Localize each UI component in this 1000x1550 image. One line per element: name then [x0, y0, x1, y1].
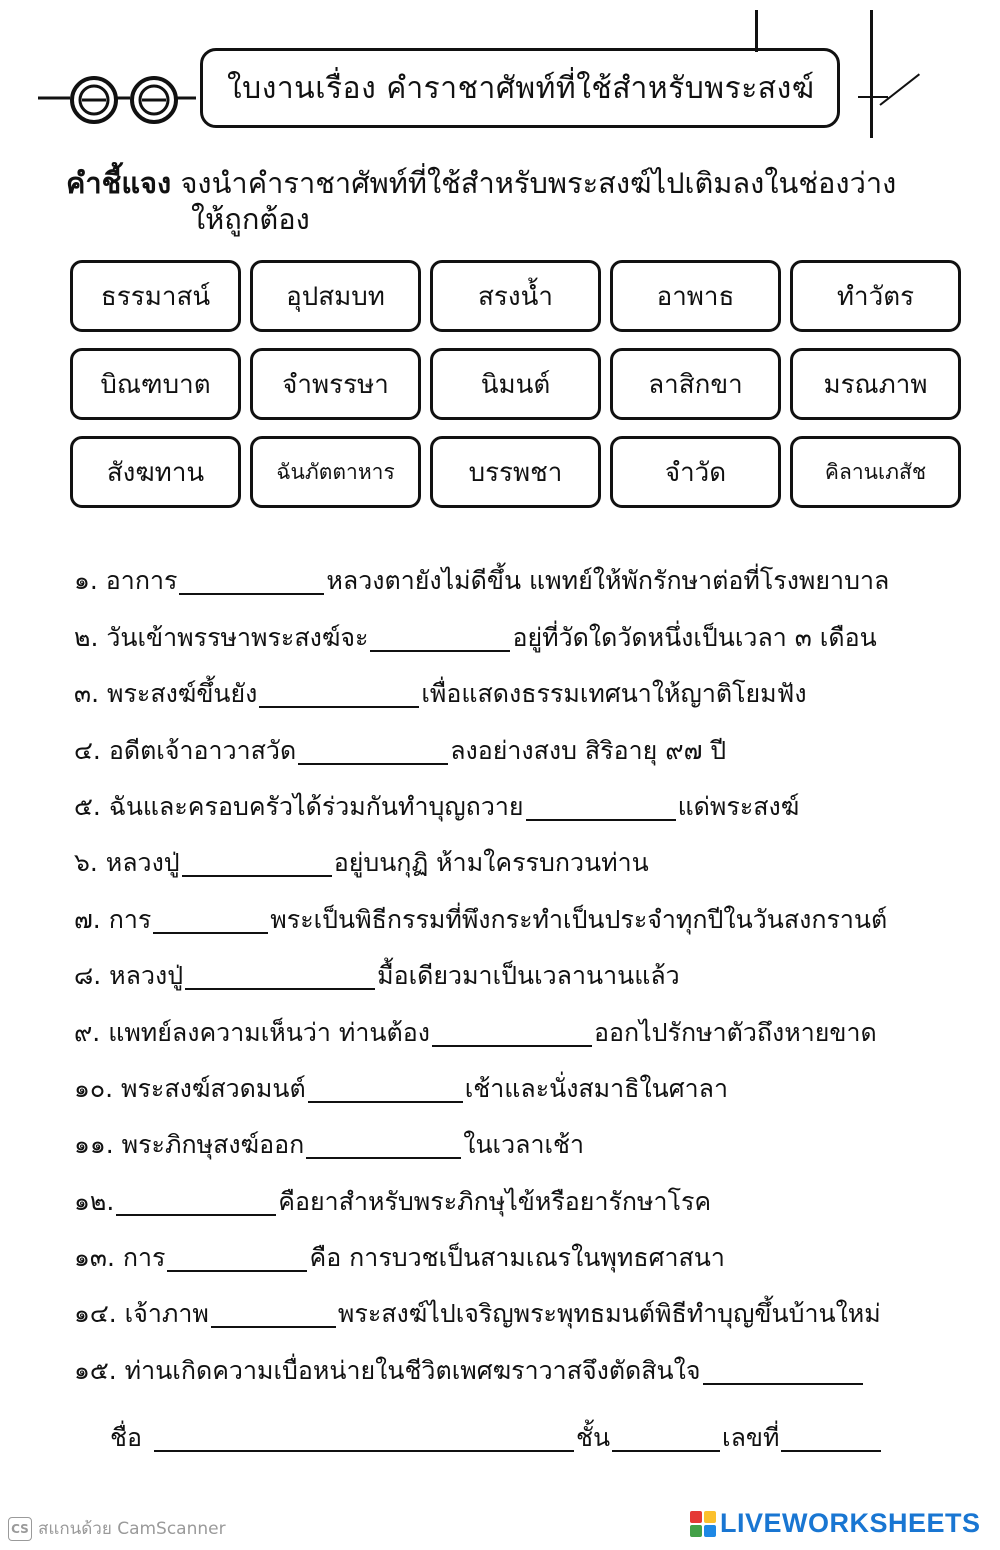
question-text-before: ๕. ฉันและครอบครัวได้ร่วมกันทำบุญถวาย	[74, 791, 524, 821]
glasses-icon	[38, 68, 198, 132]
question-row	[74, 1165, 994, 1221]
camscanner-text: สแกนด้วย CamScanner	[38, 1519, 226, 1539]
answer-blank[interactable]	[370, 649, 510, 652]
word-bank-item[interactable]: ธรรมาสน์	[70, 260, 241, 332]
liveworksheets-text: LIVEWORKSHEETS	[720, 1508, 981, 1538]
class-field[interactable]	[612, 1450, 720, 1452]
question-text-before: ๑. อาการ	[74, 566, 178, 596]
question-row	[74, 545, 994, 601]
question-text-after: ในเวลาเช้า	[463, 1130, 585, 1160]
question-text-after: อยู่บนกุฏิ ห้ามใครรบกวนท่าน	[333, 848, 649, 878]
name-label: ชื่อ	[110, 1423, 142, 1452]
question-text-after: อยู่ที่วัดใดวัดหนึ่งเป็นเวลา ๓ เดือน	[512, 622, 877, 652]
question-text-before: ๔. อดีตเจ้าอาวาสวัด	[74, 735, 297, 765]
decor-line-diag	[879, 73, 920, 105]
question-text-after: ลงอย่างสงบ สิริอายุ ๙๗ ปี	[450, 735, 727, 765]
question-text-before: ๑๕. ท่านเกิดความเบื่อหน่ายในชีวิตเพศฆราวาสจึงตัดสินใจ	[74, 1355, 701, 1385]
question-row	[74, 1278, 994, 1334]
question-text-before: ๓. พระสงฆ์ขึ้นยัง	[74, 679, 258, 709]
word-bank-item[interactable]: คิลานเภสัช	[790, 436, 961, 508]
question-text-after: คือยาสำหรับพระภิกษุไข้หรือยารักษาโรค	[278, 1186, 712, 1216]
instruction-label: คำชี้แจง	[66, 166, 172, 200]
word-bank-item[interactable]: มรณภาพ	[790, 348, 961, 420]
question-row	[74, 883, 994, 939]
word-bank-item[interactable]: สังฆทาน	[70, 436, 241, 508]
answer-blank[interactable]	[703, 1382, 863, 1385]
question-row	[74, 714, 994, 770]
instruction-line2: ให้ถูกต้อง	[191, 202, 310, 236]
camscanner-watermark	[8, 1515, 226, 1542]
number-field[interactable]	[781, 1450, 881, 1452]
answer-blank[interactable]	[179, 592, 324, 595]
answer-blank[interactable]	[153, 931, 268, 934]
liveworksheets-logo-icon	[690, 1511, 716, 1537]
question-row	[74, 827, 994, 883]
question-text-after: ออกไปรักษาตัวถึงหายขาด	[593, 1017, 877, 1047]
question-list	[74, 545, 994, 1391]
answer-blank[interactable]	[432, 1044, 592, 1047]
answer-blank[interactable]	[308, 1100, 463, 1103]
question-row	[74, 1053, 994, 1109]
question-text-before: ๑๔. เจ้าภาพ	[74, 1299, 209, 1329]
question-text-after: พระเป็นพิธีกรรมที่พึงกระทำเป็นประจำทุกปีในวันสงกรานต์	[270, 904, 888, 934]
answer-blank[interactable]	[526, 818, 676, 821]
liveworksheets-watermark	[690, 1508, 981, 1539]
question-text-after: หลวงตายังไม่ดีขึ้น แพทย์ให้พักรักษาต่อที่โรงพยาบาล	[326, 566, 890, 596]
question-text-before: ๑๐. พระสงฆ์สวดมนต์	[74, 1073, 306, 1103]
question-text-after: เพื่อแสดงธรรมเทศนาให้ญาติโยมฟัง	[421, 679, 807, 709]
answer-blank[interactable]	[116, 1213, 276, 1216]
word-bank-item[interactable]: ทำวัตร	[790, 260, 961, 332]
question-text-before: ๘. หลวงปู่	[74, 961, 184, 991]
decor-line-top-right-1	[755, 10, 758, 52]
word-bank-item[interactable]: นิมนต์	[430, 348, 601, 420]
answer-blank[interactable]	[259, 705, 419, 708]
decor-line-right-horiz	[858, 96, 888, 98]
answer-blank[interactable]	[182, 874, 332, 877]
question-row	[74, 601, 994, 657]
word-bank-item[interactable]: อาพาธ	[610, 260, 781, 332]
word-bank-item[interactable]: สรงน้ำ	[430, 260, 601, 332]
student-info	[110, 1418, 910, 1458]
question-text-after: แด่พระสงฆ์	[677, 791, 800, 821]
question-row	[74, 1334, 994, 1390]
question-text-after: คือ การบวชเป็นสามเณรในพุทธศาสนา	[309, 1243, 725, 1273]
question-text-before: ๗. การ	[74, 904, 152, 934]
worksheet-title: ใบงานเรื่อง คำราชาศัพท์ที่ใช้สำหรับพระสงฆ์	[200, 48, 840, 128]
name-field[interactable]	[154, 1450, 574, 1452]
word-bank-item[interactable]: จำวัด	[610, 436, 781, 508]
word-bank-item[interactable]: ลาสิกขา	[610, 348, 781, 420]
question-row	[74, 1222, 994, 1278]
question-text-before: ๖. หลวงปู่	[74, 848, 180, 878]
question-text-after: พระสงฆ์ไปเจริญพระพุทธมนต์พิธีทำบุญขึ้นบ้านใหม่	[337, 1299, 881, 1329]
class-label: ชั้น	[575, 1423, 611, 1452]
question-text-before: ๑๓. การ	[74, 1243, 166, 1273]
decor-line-top-right-2	[870, 10, 873, 138]
answer-blank[interactable]	[298, 762, 448, 765]
instruction-line1: จงนำคำราชาศัพท์ที่ใช้สำหรับพระสงฆ์ไปเติมลงในช่องว่าง	[180, 166, 897, 200]
question-text-before: ๙. แพทย์ลงความเห็นว่า ท่านต้อง	[74, 1017, 430, 1047]
question-text-after: เช้าและนั่งสมาธิในศาลา	[464, 1073, 729, 1103]
word-bank	[70, 260, 962, 508]
word-bank-item[interactable]: บิณฑบาต	[70, 348, 241, 420]
number-label: เลขที่	[722, 1423, 780, 1452]
question-row	[74, 771, 994, 827]
answer-blank[interactable]	[167, 1269, 307, 1272]
camscanner-logo-icon: CS	[8, 1517, 32, 1541]
question-row	[74, 658, 994, 714]
answer-blank[interactable]	[306, 1156, 461, 1159]
question-text-before: ๑๑. พระภิกษุสงฆ์ออก	[74, 1130, 305, 1160]
word-bank-item[interactable]: จำพรรษา	[250, 348, 421, 420]
word-bank-item[interactable]: อุปสมบท	[250, 260, 421, 332]
word-bank-item[interactable]: ฉันภัตตาหาร	[250, 436, 421, 508]
word-bank-item[interactable]: บรรพชา	[430, 436, 601, 508]
question-text-before: ๒. วันเข้าพรรษาพระสงฆ์จะ	[74, 622, 369, 652]
answer-blank[interactable]	[211, 1325, 336, 1328]
answer-blank[interactable]	[185, 987, 375, 990]
question-row	[74, 996, 994, 1052]
instruction	[66, 165, 986, 237]
question-text-after: มื้อเดียวมาเป็นเวลานานแล้ว	[377, 961, 680, 991]
question-row	[74, 940, 994, 996]
question-text-before: ๑๒.	[74, 1186, 115, 1216]
question-row	[74, 1109, 994, 1165]
